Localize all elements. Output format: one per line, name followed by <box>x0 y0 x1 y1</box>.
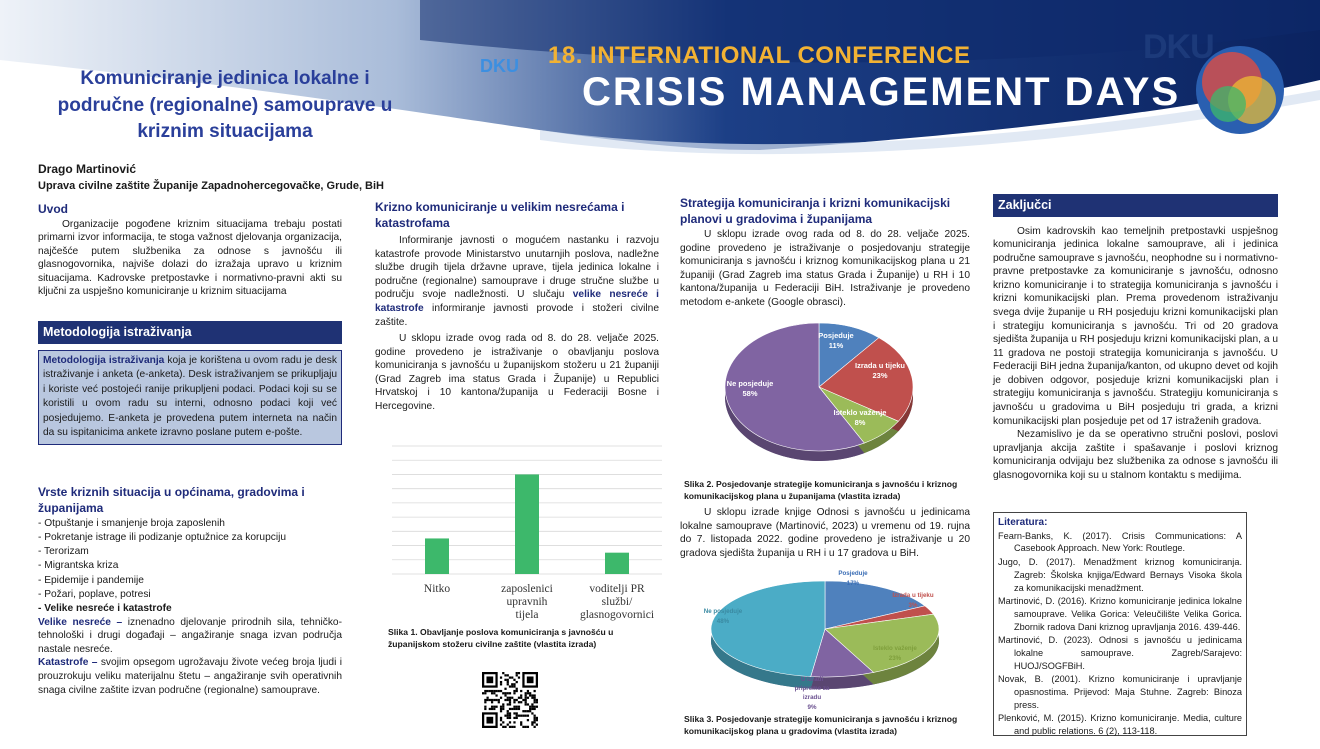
tick-label: voditelji PR službi/ glasnogovornici <box>579 583 655 621</box>
dku-logo: DKU <box>1143 28 1214 66</box>
data-label: Ne posjeduje 48% <box>703 608 743 625</box>
uvod-text: Organizacije pogođene kriznim situacijama trebaju postati primarni izvor informacija, te stoga važnost djelovanja organizacija, najčešće putem službenika za odnose s javnošću ili glasnogovornika, najviše dolazi do izražaja upravo u kriznim situacijama. Kadrovske pretpostavke i normativno-pravni akti su ključni za uspješno komuniciranje u kriznim situacijama <box>38 218 342 298</box>
zakljucci-p1: Osim kadrovskih kao temeljnih pretpostavki uspješnog komuniciranja jedinica lokalne samouprave, ali i jedinica područne samouprave s javnošću, neophodne su i normativno-pravne pretpostavke za komuniciranje s javnošću, odnosno krizno komuniciranje i to strategija komuniciranja s javnošću i krizni komunikacijski plan. Prema provedenom istraživanju svega dvije županije u RH posjeduju krizni komunikacijski plan i strategiju komuniciranja s javnošću. Tri od 20 gradova sjedišta županija u RH posjeduju krizni komunikacijski plan, a u 11 gradova ne postoji strategija komuniciranja s javnošću. U Federaciji BiH jedna županija/kanton, od ukupno devet od kojih je dobiven odgovor, posjeduje krizni komunikacijski plan i strategiju komuniciranja s javnošću. Strategiju komuniciranja s javnošću u gradovima u BiH posjeduju tri grada, a krizni komunikacijski plan posjeduje pet od 17 istraženih gradova. <box>993 225 1278 427</box>
vrste-heading: Vrste kriznih situacija u općinama, gradovima i županijama <box>38 485 305 515</box>
literatura-item: Jugo, D. (2017). Menadžment kriznog komuniciranja. Zagreb: Školska knjiga/Edward Bernays Visoka škola za komunikacijski menadžment. <box>998 557 1242 593</box>
column-1 <box>38 202 342 299</box>
list-item: - Požari, poplave, potresi <box>38 588 151 600</box>
list-item-bold: - Velike nesreće i katastrofe <box>38 602 172 614</box>
author-name: Drago Martinović <box>38 162 137 176</box>
literatura-item: Plenković, M. (2015). Krizno komuniciranje. Media, culture and public relations. 6 (2), 113-118. <box>998 713 1242 737</box>
literatura-heading: Literatura: <box>998 517 1048 528</box>
column-3 <box>680 196 970 310</box>
data-label: Izrada u tijeku 23% <box>854 361 906 380</box>
bar-chart-slika-1 <box>382 440 672 625</box>
pie-chart-slika-2 <box>712 312 927 477</box>
data-label: U izradi pripreme za izradu 9% <box>794 676 830 711</box>
literatura-item: Fearn-Banks, K. (2017). Crisis Communications: A Casebook Approach. New York: Routlege. <box>998 530 1242 554</box>
bar <box>515 474 539 574</box>
strategija-heading: Strategija komuniciranja i krizni komunikacijski planovi u gradovima i županijama <box>680 196 951 226</box>
metodologija-lead: Metodologija istraživanja <box>43 355 165 366</box>
author-affiliation: Uprava civilne zaštite Županije Zapadnohercegovačke, Grude, BiH <box>38 180 384 192</box>
column-2 <box>375 200 659 414</box>
literatura-item: Novak, B. (2001). Krizno komuniciranje i upravljanje opasnostima. Prijevod: Maja Stuhne. Zagreb: Binoza press. <box>998 674 1242 710</box>
data-label: Posjeduje 17% <box>838 570 868 587</box>
zakljucci-heading: Zaključci <box>993 194 1278 217</box>
poster-title <box>30 66 420 146</box>
bar <box>425 538 449 574</box>
literatura-item: Martinović, D. (2023). Odnosi s javnošću u jedinicama lokalne samouprave. Zagreb/Sarajevo: HUOJ/SOGFBiH. <box>998 635 1242 671</box>
krizno-p1: Informiranje javnosti o mogućem nastanku i razvoju katastrofe provode Ministarstvo unutarnjih poslova, nadležne službe drugih tijela državne uprave, tijela jedinica lokalne i područne (regionalne) samouprave i druge stručne službe u području svoje nadležnosti. U slučaju velike nesreće i katastrofe informiranje javnosti provode i stožeri civilne zaštite. <box>375 235 659 328</box>
list-item: - Epidemije i pandemije <box>38 574 144 586</box>
literatura-item: Martinović, D. (2016). Krizno komuniciranje jedinica lokalne samouprave. Velika Gorica: Veleučilište Velika Gorica. Zbornik radova Dani kriznog upravljanja 2016. 439-446. <box>998 596 1242 632</box>
data-label: Isteklo važenje 23% <box>873 645 917 662</box>
conference-name: CRISIS MANAGEMENT DAYS <box>582 70 1181 114</box>
definition-velike-nesrece: Velike nesreće – iznenadno djelovanje prirodnih sila, tehničko-tehnološki i drugi događaji – angažiranje snaga izvan područja nastale nesreće. <box>38 616 342 655</box>
zakljucci-p2: Nezamislivo je da se operativno stručni poslovi, poslovi upravljanja akcija zaštite i spašavanje i poslovi kriznog komuniciranja odvijaju bez službenika za odnose s javnošću ili glasnogovornika koji su u stalnom kontaktu s medijima. <box>993 429 1278 481</box>
bar <box>605 553 629 574</box>
vrste-list <box>38 517 342 616</box>
metodologija-text: koja je korištena u ovom radu je desk istraživanje i anketa (e-anketa). Desk istraživanjem se prikupljaju i koriste već postojeći ranije prikupljeni podaci. Podaci koji su se koristili u ovom radu su interni, odnosno podaci koji već posjedujemo. E-anketa je provedena putem interneta na način da su ispitanicima ankete izravno poslane putem e-pošte. <box>43 355 337 439</box>
vrste-section <box>38 485 342 697</box>
caption-slika-2: Slika 2. Posjedovanje strategije komuniciranja s javnošću i kriznog komunikacijskog plana u županijama (vlastita izrada) <box>684 479 958 501</box>
literatura-box <box>993 512 1247 736</box>
data-label: Posjeduje 11% <box>818 331 854 350</box>
title-line-2: područne (regionalne) samouprave u <box>57 94 393 116</box>
definition-katastrofe: Katastrofe – svojim opsegom ugrožavaju živote većeg broja ljudi i prouzrokuju veliku materijalnu štetu – angažiranje svih operativnih snaga civilne zaštite izvan područne (regionalne) samouprave. <box>38 657 343 696</box>
metodologija-box <box>38 350 342 445</box>
conference-number: 18. INTERNATIONAL CONFERENCE <box>548 42 971 69</box>
strategija-p1: U sklopu izrade ovog rada od 8. do 28. veljače 2025. godine provedeno je istraživanje o posjedovanju strategije komuniciranja s javnošću i kriznog komunikacijskog plana u 21 županiji (Grad Zagreb ima status Grada i Županije) u RH i 10 kantona/županija u Federaciji BiH. Istraživanje je provedeno metodom e-ankete (Google obrasci). <box>680 229 970 308</box>
title-line-1: Komuniciranje jedinica lokalne i <box>80 68 370 89</box>
data-label: Isteklo važenje 8% <box>833 408 887 427</box>
list-item: - Migrantska kriza <box>38 560 119 572</box>
caption-slika-1: Slika 1. Obavljanje poslova komuniciranja s javnošću u županijskom stožeru civilne zaštite (vlastita izrada) <box>388 627 614 649</box>
list-item: - Pokretanje istrage ili podizanje optužnice za korupciju <box>38 532 287 544</box>
strategija-p2: U sklopu izrade knjige Odnosi s javnošću u jedinicama lokalne samouprave (Martinović, 2023) u vremenu od 19. rujna do 7. listopada 2022. godine provedeno je istraživanje u 20 gradova sjedišta županija u RH i u 17 gradova u BiH. <box>680 507 970 559</box>
list-item: - Terorizam <box>38 546 89 558</box>
tick-label: Nitko <box>423 583 451 595</box>
metodologija-box-wrap <box>38 350 342 445</box>
uvod-heading: Uvod <box>38 202 68 216</box>
metodologija-heading: Metodologija istraživanja <box>38 321 342 344</box>
title-line-3: kriznim situacijama <box>137 121 313 143</box>
krizno-p2: U sklopu izrade ovog rada od 8. do 28. veljače 2025. godine provedeno je istraživanje o obavljanju poslova komuniciranja s javnošću u županijskom stožeru u 21 županiji (Grad Zagreb ima status Grada i Županije) u Republici Hrvatskoj i 10 kantona/županija u Federaciji Bosne i Hercegovine. <box>375 333 659 412</box>
krizno-heading: Krizno komuniciranje u velikim nesrećama i katastrofama <box>375 200 625 230</box>
tick-label: zaposlenici upravnih tijela <box>501 583 553 621</box>
data-label: Izrada u tijeku 3% <box>892 592 934 609</box>
pie-chart-slika-3 <box>700 563 950 711</box>
metodologija-section <box>38 321 342 344</box>
data-label: Ne posjeduje 58% <box>726 379 774 398</box>
list-item: - Otpuštanje i smanjenje broja zaposlenih <box>38 518 225 530</box>
caption-slika-3: Slika 3. Posjedovanje strategije komuniciranja s javnošću i kriznog komunikacijskog plana u gradovima (vlastita izrada) <box>684 714 958 736</box>
zakljucci-section <box>993 194 1278 482</box>
dku-small-logo: DKU <box>480 56 519 76</box>
qr-code-icon <box>482 672 538 728</box>
